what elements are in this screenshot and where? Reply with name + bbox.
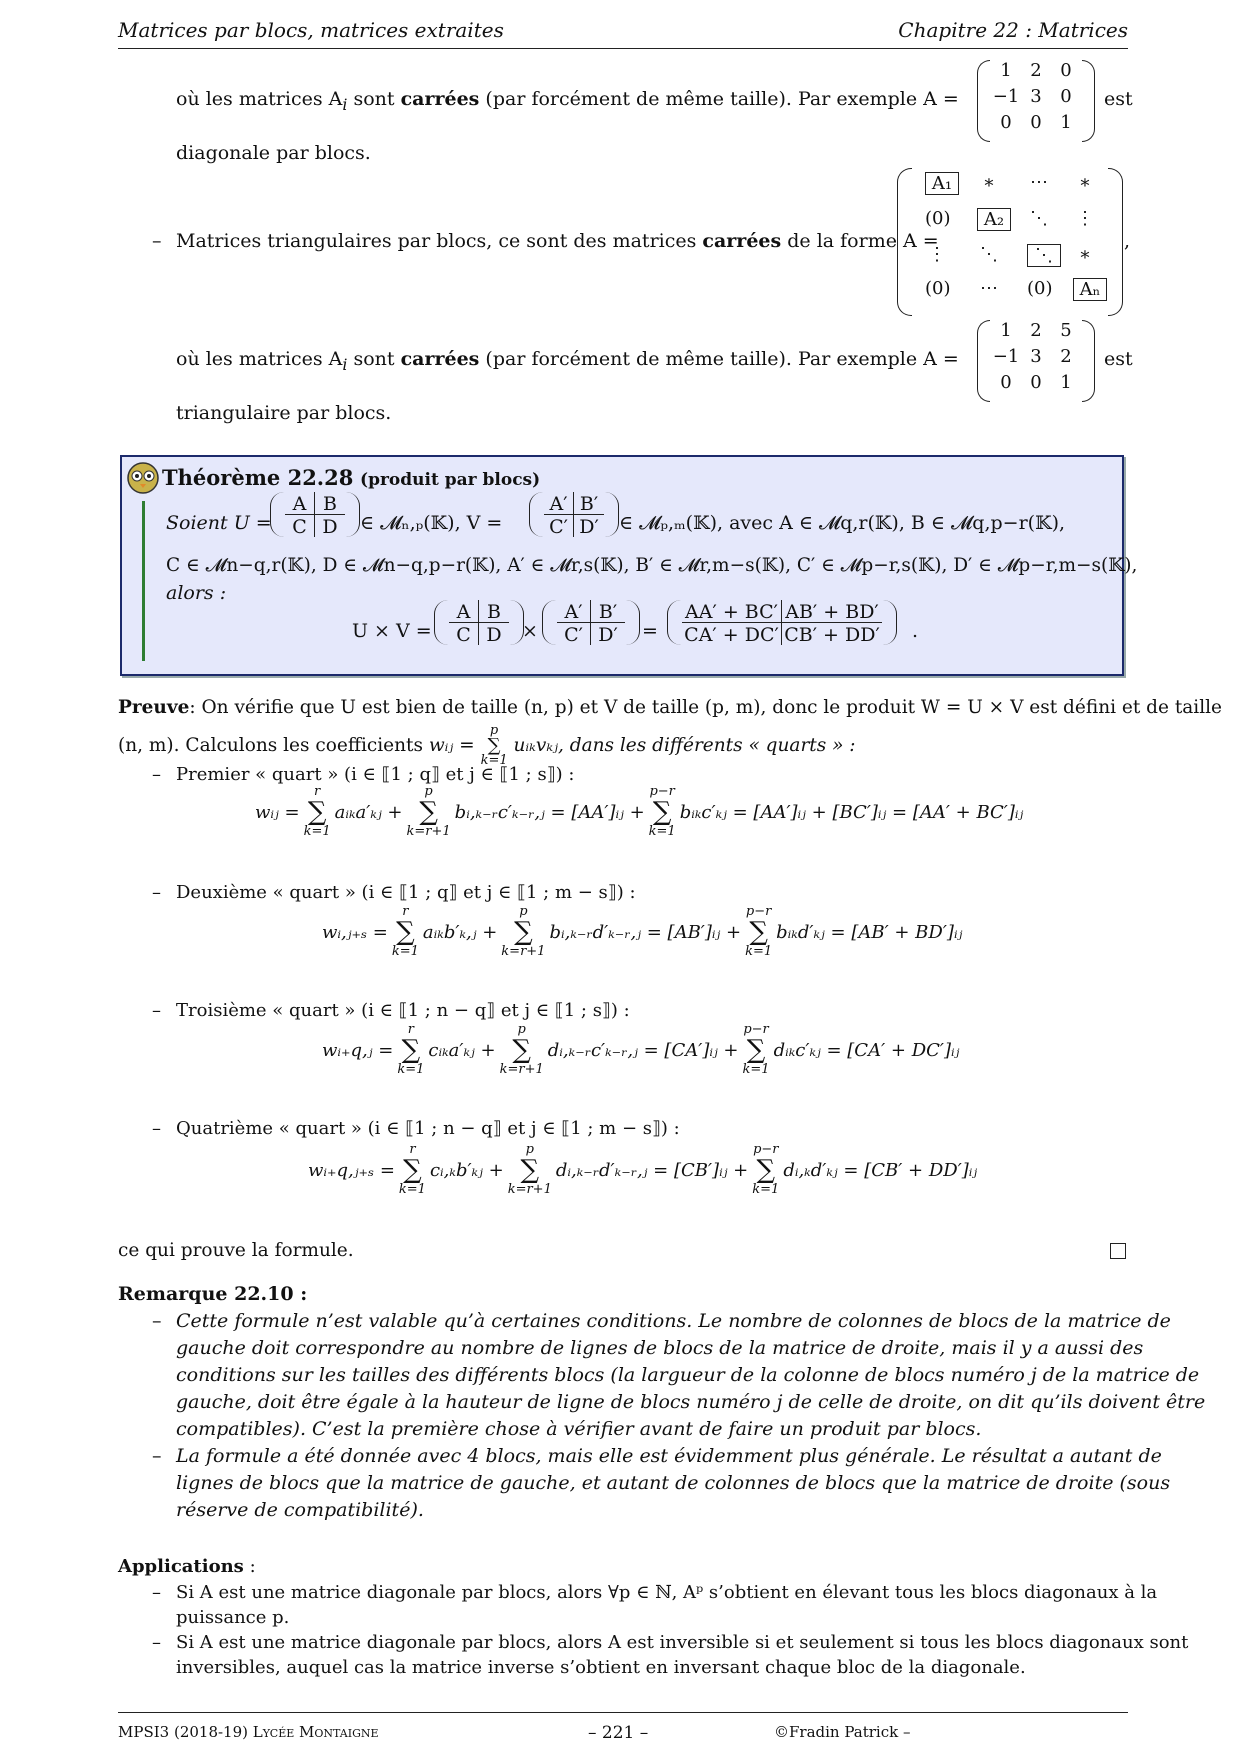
sum-upper: p xyxy=(525,1142,534,1157)
sum-upper: p−r xyxy=(649,784,675,799)
text: ∈ 𝓜ₚ,ₘ(𝕂), avec A ∈ 𝓜q,r(𝕂), B ∈ 𝓜q,p−r(𝕂), xyxy=(619,512,1066,534)
block-matrix-result xyxy=(667,600,897,645)
proof-case-label: Troisième « quart » (i ∈ ⟦1 ; n − q⟧ et j ∈ ⟦1 ; s⟧) : xyxy=(176,1000,630,1021)
text-bold: carrées xyxy=(400,348,480,370)
block-cell: C′ xyxy=(544,515,574,537)
block-cell: B′ xyxy=(591,600,625,623)
text: (par forcément de même taille). Par exemple A = xyxy=(485,348,959,370)
block-cell: C xyxy=(449,623,479,645)
text: ∑ xyxy=(487,735,501,756)
matrix-cell: 2 xyxy=(1030,320,1042,341)
block-cell: D′ xyxy=(579,516,599,538)
matrix-cell: −1 xyxy=(992,346,1020,367)
remark-text-line: Cette formule n’est valable qu’à certaines conditions. Le nombre de colonnes de blocs de la matrice de xyxy=(176,1310,1171,1332)
matrix-cell: ⋱ xyxy=(1027,244,1061,267)
block-cell: CB′ + DD′ xyxy=(784,624,880,646)
footer-class: MPSI3 (2018-19) Lycée Montaigne xyxy=(118,1723,379,1741)
text: i xyxy=(342,94,348,114)
matrix-cell: 0 xyxy=(1060,86,1072,107)
block-cell: D xyxy=(322,516,338,538)
sum-sign: ∑ xyxy=(756,1155,776,1185)
applications-title-line xyxy=(118,1556,256,1577)
sum-sign: ∑ xyxy=(652,797,672,827)
matrix-cell: ∗ xyxy=(1078,172,1092,193)
text: wᵢⱼ = xyxy=(428,735,475,756)
block-cell: D′ xyxy=(598,624,618,646)
matrix-cell: 2 xyxy=(1030,60,1042,81)
sum-lower: k=r+1 xyxy=(499,1062,544,1077)
formula-lhs: wᵢ₊q,ⱼ = xyxy=(322,1039,394,1061)
formula-term: cᵢₖa′ₖⱼ + xyxy=(428,1039,496,1061)
text: Théorème 22.28 xyxy=(162,465,354,490)
sum-lower: k=1 xyxy=(398,1182,426,1197)
sum-lower: k=1 xyxy=(391,944,419,959)
application-text-line: puissance p. xyxy=(176,1607,290,1628)
matrix-cell: ⋮ xyxy=(1076,208,1094,229)
block-matrix-U-product xyxy=(434,600,524,645)
remark-text-line: réserve de compatibilité). xyxy=(176,1499,424,1521)
page-number: – 221 – xyxy=(588,1723,649,1743)
sum-symbol xyxy=(508,1143,552,1197)
text: sont xyxy=(353,348,395,370)
sum-lower: k=1 xyxy=(303,824,331,839)
sum-symbol xyxy=(649,785,676,839)
matrix-cell: 5 xyxy=(1060,320,1072,341)
theorem-side-bar xyxy=(142,501,145,661)
matrix-cell: (0) xyxy=(1027,278,1053,299)
formula-term: bᵢₖd′ₖⱼ = [AB′ + BD′]ᵢⱼ xyxy=(776,921,963,943)
block-matrix-U xyxy=(270,492,360,537)
remark-text-line: gauche, doit être égale à la hauteur de ligne de blocs numéro j de celle de droite, on dit qu’ils doivent être xyxy=(176,1391,1206,1413)
sum-symbol xyxy=(500,1023,544,1077)
text: uᵢₖvₖⱼ, dans les différents « quarts » : xyxy=(513,735,856,756)
text: p xyxy=(489,723,499,738)
block-cell: B xyxy=(315,492,345,515)
text: = xyxy=(642,620,658,642)
matrix-cell: 1 xyxy=(1000,320,1012,341)
text: × xyxy=(522,620,538,642)
block-cell: B xyxy=(479,600,509,623)
proof-formula xyxy=(255,785,1023,839)
formula-term: dᵢ,ₖ₋ᵣd′ₖ₋ᵣ,ⱼ = [CB′]ᵢⱼ + xyxy=(555,1159,749,1181)
matrix-cell: Aₙ xyxy=(1073,278,1107,301)
triangular-general-matrix xyxy=(897,168,1123,316)
sum-symbol xyxy=(397,1023,424,1077)
text: (n, m). Calculons les coefficients xyxy=(118,735,423,756)
matrix-cell: 0 xyxy=(1030,112,1042,133)
matrix-cell: A₂ xyxy=(977,208,1011,231)
text: Soient U = xyxy=(166,512,272,534)
sum-symbol xyxy=(399,1143,426,1197)
sum-sign: ∑ xyxy=(512,1035,531,1065)
list-dash: – xyxy=(152,764,161,785)
theorem-line3: alors : xyxy=(166,582,227,604)
sum-sign: ∑ xyxy=(307,797,327,827)
block-matrix-V-product xyxy=(542,600,640,645)
sum-upper: r xyxy=(407,1022,414,1037)
matrix-cell: −1 xyxy=(992,86,1020,107)
formula-term: dᵢₖc′ₖⱼ = [CA′ + DC′]ᵢⱼ xyxy=(773,1039,960,1061)
theorem-line2: C ∈ 𝓜n−q,r(𝕂), D ∈ 𝓜n−q,p−r(𝕂), A′ ∈ 𝓜r,s(𝕂), B′ ∈ 𝓜r,m−s(𝕂), C′ ∈ 𝓜p−r,s(𝕂), D′ ∈ 𝓜p−r,m−s(𝕂), xyxy=(166,555,1138,576)
sum-upper: p−r xyxy=(745,904,772,919)
page-header xyxy=(118,18,1128,49)
matrix-cell: ⋯ xyxy=(1030,172,1048,193)
header-chapter-title: Chapitre 22 : Matrices xyxy=(898,18,1128,42)
sum-lower: k=1 xyxy=(742,1062,770,1077)
text: où les matrices A xyxy=(176,88,343,110)
sum-sign: ∑ xyxy=(403,1155,422,1185)
sum-upper: r xyxy=(409,1142,416,1157)
matrix-cell: ⋱ xyxy=(1030,208,1048,229)
matrix-cell: 1 xyxy=(1060,372,1072,393)
text: est xyxy=(1104,348,1133,370)
text-bold: carrées xyxy=(400,88,480,110)
block-cell: C xyxy=(285,515,315,537)
sum-lower: k=r+1 xyxy=(501,944,546,959)
text: k=1 xyxy=(480,753,508,768)
sum-upper: p xyxy=(517,1022,526,1037)
sum-sign: ∑ xyxy=(419,797,438,827)
formula-term: cᵢ,ₖb′ₖⱼ + xyxy=(429,1159,504,1181)
text: sont xyxy=(353,88,395,110)
text: : On vérifie que U est bien de taille (n, p) et V de taille (p, m), donc le produit W = U × V est défini et de taille xyxy=(189,697,1223,718)
list-dash: – xyxy=(152,1582,161,1603)
tri-example-matrix xyxy=(977,320,1095,402)
formula-term: bᵢₖc′ₖⱼ = [AA′]ᵢⱼ + [BC′]ᵢⱼ = [AA′ + BC′]ᵢⱼ xyxy=(679,801,1024,823)
matrix-cell: 1 xyxy=(1060,112,1072,133)
sum-sign: ∑ xyxy=(746,1035,766,1065)
owl-mascot-icon xyxy=(126,461,160,495)
text: U × V = xyxy=(352,620,432,642)
block-cell: AB′ + BD′ xyxy=(782,600,882,623)
sum-lower: k=1 xyxy=(648,824,676,839)
proof-formula xyxy=(322,905,962,959)
application-text-line: inversibles, auquel cas la matrice inverse s’obtient en inversant chaque bloc de la diagonale. xyxy=(176,1657,1026,1678)
theorem-title xyxy=(162,465,540,490)
theorem-box xyxy=(120,455,1138,676)
block-cell: A xyxy=(449,600,479,623)
sum-symbol xyxy=(304,785,331,839)
sum-upper: p−r xyxy=(753,1142,779,1157)
proof-conclusion: ce qui prouve la formule. xyxy=(118,1240,354,1261)
sum-sign: ∑ xyxy=(396,917,415,947)
matrix-cell: 3 xyxy=(1030,86,1042,107)
block-cell: A xyxy=(285,492,315,515)
remark-text-line: gauche doit correspondre au nombre de lignes de blocs de la matrice de droite, mais il y a aussi des xyxy=(176,1337,1144,1359)
sum-lower: k=r+1 xyxy=(406,824,451,839)
sum-symbol xyxy=(407,785,451,839)
list-dash: – xyxy=(152,1000,161,1021)
formula-term: bᵢ,ₖ₋ᵣc′ₖ₋ᵣ,ⱼ = [AA′]ᵢⱼ + xyxy=(454,801,645,823)
sum-sign: ∑ xyxy=(401,1035,421,1065)
block-cell: AA′ + BC′ xyxy=(682,600,782,623)
matrix-cell: ⋱ xyxy=(980,244,998,265)
matrix-cell: A₁ xyxy=(925,172,959,195)
matrix-cell: ∗ xyxy=(982,172,996,193)
matrix-cell: 0 xyxy=(1000,112,1012,133)
tri-text-line xyxy=(176,348,959,374)
remark-text-line: lignes de blocs que la matrice de gauche, et autant de colonnes de blocs que la matrice de droite (sous xyxy=(176,1472,1171,1494)
block-cell: B′ xyxy=(574,492,604,515)
formula-lhs: wᵢ,ⱼ₊ₛ = xyxy=(322,921,388,943)
block-cell: D xyxy=(486,624,502,646)
sum-upper: r xyxy=(402,904,409,919)
proof-case-label: Quatrième « quart » (i ∈ ⟦1 ; n − q⟧ et j ∈ ⟦1 ; m − s⟧) : xyxy=(176,1118,680,1139)
sum-symbol xyxy=(392,905,419,959)
sum-sign: ∑ xyxy=(749,917,768,947)
sum-sign: ∑ xyxy=(514,917,533,947)
diag-example-matrix xyxy=(977,60,1095,142)
sum-lower: k=1 xyxy=(745,944,773,959)
text: : xyxy=(249,1556,256,1577)
formula-term: bᵢ,ₖ₋ᵣd′ₖ₋ᵣ,ⱼ = [AB′]ᵢⱼ + xyxy=(549,921,742,943)
proof-line1 xyxy=(118,697,1222,718)
remark-text-line: compatibles). C’est la première chose à vérifier avant de faire un produit par blocs. xyxy=(176,1418,982,1440)
matrix-cell: 2 xyxy=(1060,346,1072,367)
text: ∈ 𝓜ₙ,ₚ(𝕂), V = xyxy=(360,512,503,534)
sum-lower: k=1 xyxy=(397,1062,425,1077)
text: est xyxy=(1104,88,1133,110)
proof-formula xyxy=(322,1023,959,1077)
text: où les matrices A xyxy=(176,348,343,370)
remark-text-line: conditions sur les tailles des différents blocs (la largueur de la colonne de blocs numéro j de la matrice de xyxy=(176,1364,1200,1386)
formula-term: aᵢₖb′ₖ,ⱼ + xyxy=(422,921,498,943)
matrix-cell: 0 xyxy=(1000,372,1012,393)
block-cell: A′ xyxy=(544,492,574,515)
text-bold: carrées xyxy=(702,230,782,252)
application-text-line: Si A est une matrice diagonale par blocs, alors ∀p ∈ ℕ, Aᵖ s’obtient en élevant tous les blocs diagonaux à la xyxy=(176,1582,1158,1603)
block-matrix-V xyxy=(529,492,619,537)
tri-item-line xyxy=(176,230,939,252)
sum-lower: k=r+1 xyxy=(507,1182,552,1197)
block-cell: C′ xyxy=(557,623,591,645)
qed-square-icon xyxy=(1110,1243,1126,1259)
list-dash: – xyxy=(152,1118,161,1139)
block-cell: CA′ + DC′ xyxy=(682,623,782,645)
matrix-cell: 3 xyxy=(1030,346,1042,367)
formula-term: dᵢ,ₖd′ₖⱼ = [CB′ + DD′]ᵢⱼ xyxy=(783,1159,978,1181)
sum-symbol xyxy=(752,1143,779,1197)
sum-lower: k=1 xyxy=(752,1182,780,1197)
matrix-cell: (0) xyxy=(925,278,951,299)
list-dash: – xyxy=(152,1310,162,1332)
period: . xyxy=(912,620,919,642)
comma: , xyxy=(1124,230,1131,252)
diag-text-line xyxy=(176,88,959,114)
proof-label: Preuve xyxy=(118,697,190,718)
application-text-line: Si A est une matrice diagonale par blocs, alors A est inversible si et seulement si tous les blocs diagonaux sont xyxy=(176,1632,1189,1653)
list-dash: – xyxy=(152,230,162,252)
sum-symbol xyxy=(743,1023,770,1077)
sum-upper: r xyxy=(314,784,321,799)
sum-symbol xyxy=(745,905,772,959)
matrix-cell: 0 xyxy=(1030,372,1042,393)
footer-author: ©Fradin Patrick – xyxy=(774,1723,911,1741)
matrix-cell: (0) xyxy=(925,208,951,229)
formula-lhs: wᵢⱼ = xyxy=(255,801,300,823)
list-dash: – xyxy=(152,882,161,903)
sum-upper: p−r xyxy=(743,1022,769,1037)
sum-symbol xyxy=(501,905,545,959)
block-cell: A′ xyxy=(557,600,591,623)
list-dash: – xyxy=(152,1632,161,1653)
proof-formula xyxy=(308,1143,977,1197)
text: de la forme A = xyxy=(787,230,939,252)
list-dash: – xyxy=(152,1445,162,1467)
page-footer xyxy=(118,1712,1128,1743)
matrix-cell: 0 xyxy=(1060,60,1072,81)
remark-text-line: La formule a été donnée avec 4 blocs, mais elle est évidemment plus générale. Le résultat a autant de xyxy=(176,1445,1162,1467)
theorem-line1 xyxy=(166,512,272,534)
text: triangulaire par blocs. xyxy=(176,402,392,424)
sum-upper: p xyxy=(519,904,528,919)
text: i xyxy=(342,354,348,374)
sum-upper: p xyxy=(424,784,433,799)
proof-case-label: Premier « quart » (i ∈ ⟦1 ; q⟧ et j ∈ ⟦1 ; s⟧) : xyxy=(176,764,575,785)
text: (produit par blocs) xyxy=(360,470,541,490)
matrix-cell: ⋯ xyxy=(980,278,998,299)
proof-case-label: Deuxième « quart » (i ∈ ⟦1 ; q⟧ et j ∈ ⟦1 ; m − s⟧) : xyxy=(176,882,636,903)
matrix-cell: ∗ xyxy=(1078,244,1092,265)
sum-sign: ∑ xyxy=(520,1155,540,1185)
text: diagonale par blocs. xyxy=(176,142,371,164)
formula-lhs: wᵢ₊q,ⱼ₊ₛ = xyxy=(308,1159,395,1181)
matrix-cell: 1 xyxy=(1000,60,1012,81)
matrix-cell: ⋮ xyxy=(928,244,946,265)
header-section-title: Matrices par blocs, matrices extraites xyxy=(118,18,504,42)
remark-title: Remarque 22.10 : xyxy=(118,1283,308,1305)
sum-symbol xyxy=(481,724,508,768)
applications-title: Applications xyxy=(118,1556,244,1577)
proof-line2 xyxy=(118,724,856,768)
formula-term: aᵢₖa′ₖⱼ + xyxy=(334,801,403,823)
formula-term: dᵢ,ₖ₋ᵣc′ₖ₋ᵣ,ⱼ = [CA′]ᵢⱼ + xyxy=(547,1039,739,1061)
text: Matrices triangulaires par blocs, ce sont des matrices xyxy=(176,230,697,252)
text: (par forcément de même taille). Par exemple A = xyxy=(485,88,959,110)
